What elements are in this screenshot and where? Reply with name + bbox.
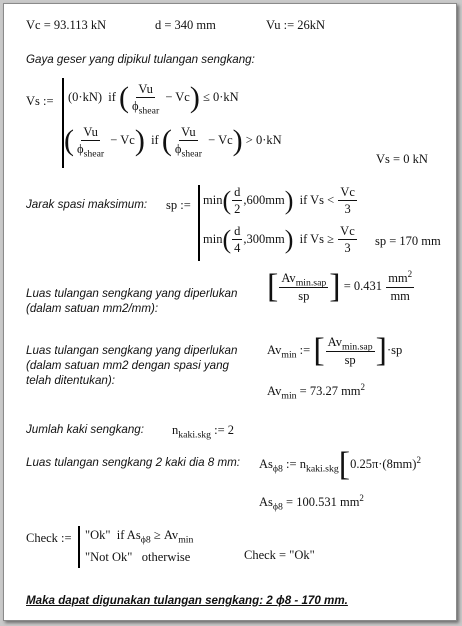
av-min-text-3: telah ditentukan): xyxy=(26,374,115,387)
sp-case2: min( $\frac{d}{4}$ ,300mm) if Vs ≥ $\frac{Vc}{3}$ xyxy=(203,224,355,256)
check-case-notok: "Not Ok" otherwise xyxy=(85,550,191,564)
check-result: Check = "Ok" xyxy=(244,548,315,562)
as-definition: $As_{\phi 8}$ := $n_{kaki.skg}[0.25\pi\cdot(8mm)^2$ xyxy=(259,446,421,483)
av-min-text-2: (dalam satuan mm2 dengan spasi yang xyxy=(26,359,230,372)
vs-result: Vs = 0 kN xyxy=(376,152,428,166)
worksheet-page xyxy=(3,3,457,621)
vs-lhs: Vs := xyxy=(26,94,54,108)
d-value: d = 340 mm xyxy=(155,18,216,32)
vu-definition: Vu := 26kN xyxy=(266,18,326,32)
av-sap-text-2: (dalam satuan mm2/mm): xyxy=(26,302,159,315)
sp-case1: min( $\frac{d}{2}$ ,600mm) if Vs < $\frac{Vc}{3}$ xyxy=(203,185,355,217)
conclusion-text: Maka dapat digunakan tulangan sengkang: 2 ϕ8 - 170 mm. xyxy=(26,594,348,607)
vs-case2: ( $\frac{Vu}{\phi_{shear}}$ − Vc) if ( $\frac{Vu}{\phi_{shear}}$ − Vc) > 0·kN xyxy=(64,123,282,160)
check-lhs: Check := xyxy=(26,531,72,545)
sp-result: sp = 170 mm xyxy=(375,234,441,248)
av-min-text-1: Luas tulangan sengkang yang diperlukan xyxy=(26,344,238,357)
av-min-result: $Av_{min} = 73.27$ $mm^2$ xyxy=(267,382,366,402)
spacing-heading: Jarak spasi maksimum: xyxy=(26,198,148,211)
av-min-expression: $Av_{min}$ := [ $\frac{Av_{min.sap}}{sp}$ ]·sp xyxy=(267,332,403,369)
vc-value: Vc = 93.113 kN xyxy=(26,18,107,32)
check-program-bar xyxy=(78,526,80,568)
as-result: $As_{\phi 8} = 100.531$ $mm^2$ xyxy=(259,493,364,513)
sp-program-bar xyxy=(198,185,200,261)
shear-heading: Gaya geser yang dipikul tulangan sengkang: xyxy=(26,53,255,66)
sp-lhs: sp := xyxy=(166,198,191,212)
vs-case1: (0·kN) if ( $\frac{Vu}{\phi_{shear}}$ − Vc) ≤ 0·kN xyxy=(68,80,239,117)
av-sap-text-1: Luas tulangan sengkang yang diperlukan xyxy=(26,287,238,300)
as-heading: Luas tulangan sengkang 2 kaki dia 8 mm: xyxy=(26,456,240,469)
kaki-heading: Jumlah kaki sengkang: xyxy=(26,423,144,436)
kaki-definition: $n_{kaki.skg}$ := 2 xyxy=(172,423,235,441)
av-sap-expression: [ $\frac{Av_{min.sap}}{sp}$ ] = 0.431 $\frac{mm^2}{mm}$ xyxy=(267,268,413,305)
check-case-ok: "Ok" if $As_{\phi 8} \ge Av_{min}$ xyxy=(85,528,194,546)
